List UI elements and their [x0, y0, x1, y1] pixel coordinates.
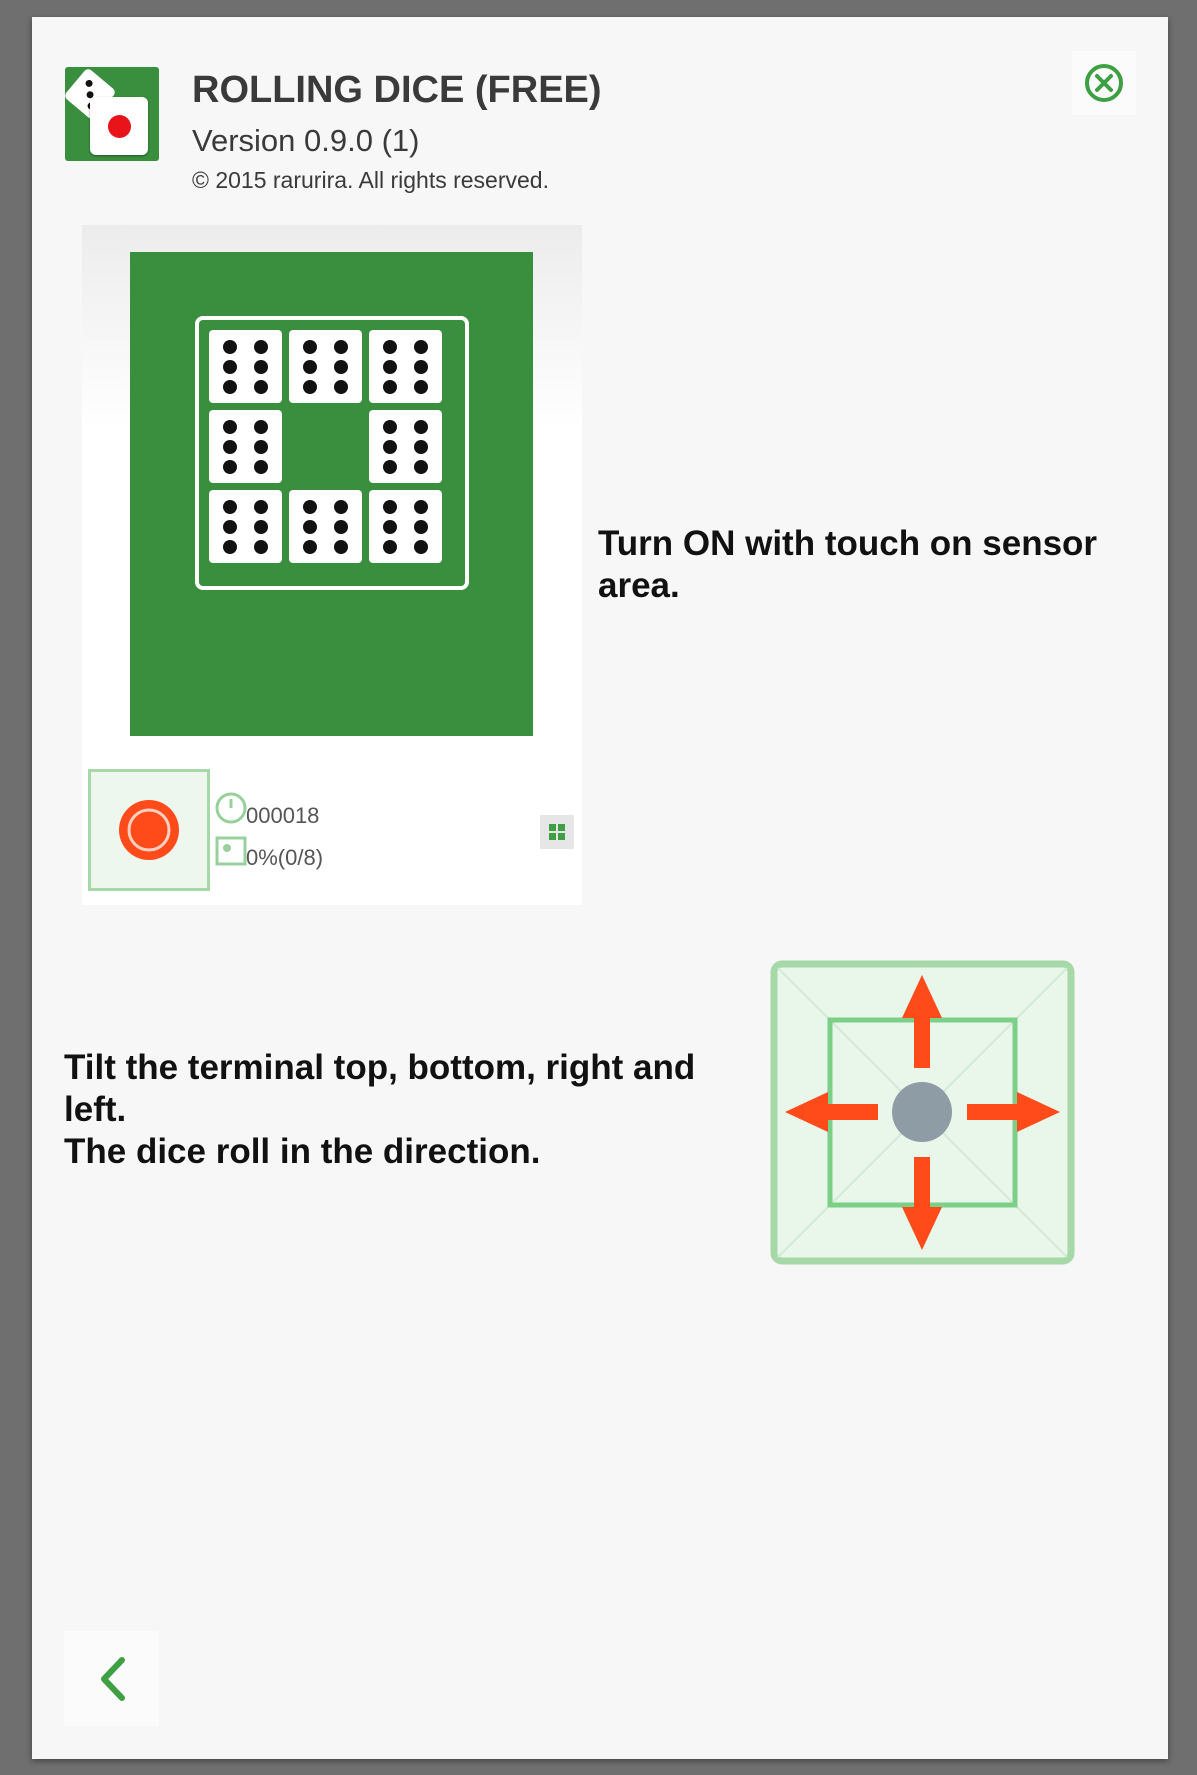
- chevron-left-icon: [92, 1654, 132, 1704]
- die-pip: [334, 340, 348, 354]
- die-pip: [254, 460, 268, 474]
- preview-screenshot: [82, 225, 582, 905]
- die-pip: [383, 420, 397, 434]
- die-pip: [383, 460, 397, 474]
- tilt-instruction-line2: The dice roll in the direction.: [64, 1132, 541, 1171]
- timer-icon: [214, 791, 248, 825]
- die-pip: [254, 360, 268, 374]
- die-pip: [254, 540, 268, 554]
- die-pip: [223, 440, 237, 454]
- close-circle-icon: [1083, 62, 1125, 104]
- die-pip: [383, 540, 397, 554]
- die-pip: [303, 500, 317, 514]
- close-button[interactable]: [1072, 51, 1136, 115]
- die-pip: [223, 500, 237, 514]
- die-pip: [303, 360, 317, 374]
- die: [369, 410, 442, 483]
- die-pip: [334, 540, 348, 554]
- die-pip: [383, 440, 397, 454]
- die-pip: [414, 340, 428, 354]
- die-pip: [383, 340, 397, 354]
- die-pip: [383, 500, 397, 514]
- die-pip: [414, 440, 428, 454]
- die: [209, 410, 282, 483]
- die-pip: [223, 420, 237, 434]
- dice-app-icon: [65, 67, 159, 161]
- copyright-text: © 2015 rarurira. All rights reserved.: [192, 167, 549, 193]
- grid-icon: [540, 815, 574, 849]
- die-pip: [303, 540, 317, 554]
- sensor-button: [88, 769, 210, 891]
- match-ratio: 0%(0/8): [246, 845, 324, 870]
- die-pip: [414, 380, 428, 394]
- die-pip: [254, 340, 268, 354]
- die: [209, 330, 282, 403]
- die-pip: [334, 500, 348, 514]
- die-pip: [254, 500, 268, 514]
- die-pip: [254, 380, 268, 394]
- die-pip: [254, 420, 268, 434]
- die-pip: [334, 380, 348, 394]
- ratio-icon: [214, 833, 248, 867]
- app-title: ROLLING DICE (FREE): [192, 69, 602, 111]
- die-pip: [383, 360, 397, 374]
- die-pip: [254, 440, 268, 454]
- die-pip: [414, 540, 428, 554]
- die-pip: [414, 420, 428, 434]
- die: [289, 490, 362, 563]
- die: [209, 490, 282, 563]
- die-pip: [223, 520, 237, 534]
- die-pip: [223, 460, 237, 474]
- about-dialog: [32, 17, 1168, 1759]
- die-pip: [223, 340, 237, 354]
- die-pip: [414, 500, 428, 514]
- app-version: Version 0.9.0 (1): [192, 123, 420, 158]
- die-pip: [303, 340, 317, 354]
- roll-counter: 000018: [246, 803, 320, 828]
- die-pip: [334, 360, 348, 374]
- sensor-instruction: Turn ON with touch on sensor area.: [598, 524, 1098, 605]
- die-pip: [303, 520, 317, 534]
- die-pip: [334, 520, 348, 534]
- tilt-instruction-line1: Tilt the terminal top, bottom, right and left.: [64, 1048, 696, 1129]
- die-pip: [414, 360, 428, 374]
- die-pip: [383, 520, 397, 534]
- die-pip: [223, 380, 237, 394]
- die: [369, 490, 442, 563]
- die-pip: [223, 540, 237, 554]
- die-pip: [414, 460, 428, 474]
- tilt-arrows-icon: [770, 960, 1075, 1265]
- die: [289, 330, 362, 403]
- die-pip: [303, 380, 317, 394]
- die-pip: [254, 520, 268, 534]
- die-pip: [223, 360, 237, 374]
- tilt-instruction: [64, 1047, 704, 1173]
- back-button[interactable]: [64, 1631, 159, 1726]
- die-pip: [383, 380, 397, 394]
- die-pip: [414, 520, 428, 534]
- record-icon: [118, 799, 180, 861]
- dice-tray: [195, 316, 469, 590]
- dice-board: [130, 252, 533, 736]
- die: [369, 330, 442, 403]
